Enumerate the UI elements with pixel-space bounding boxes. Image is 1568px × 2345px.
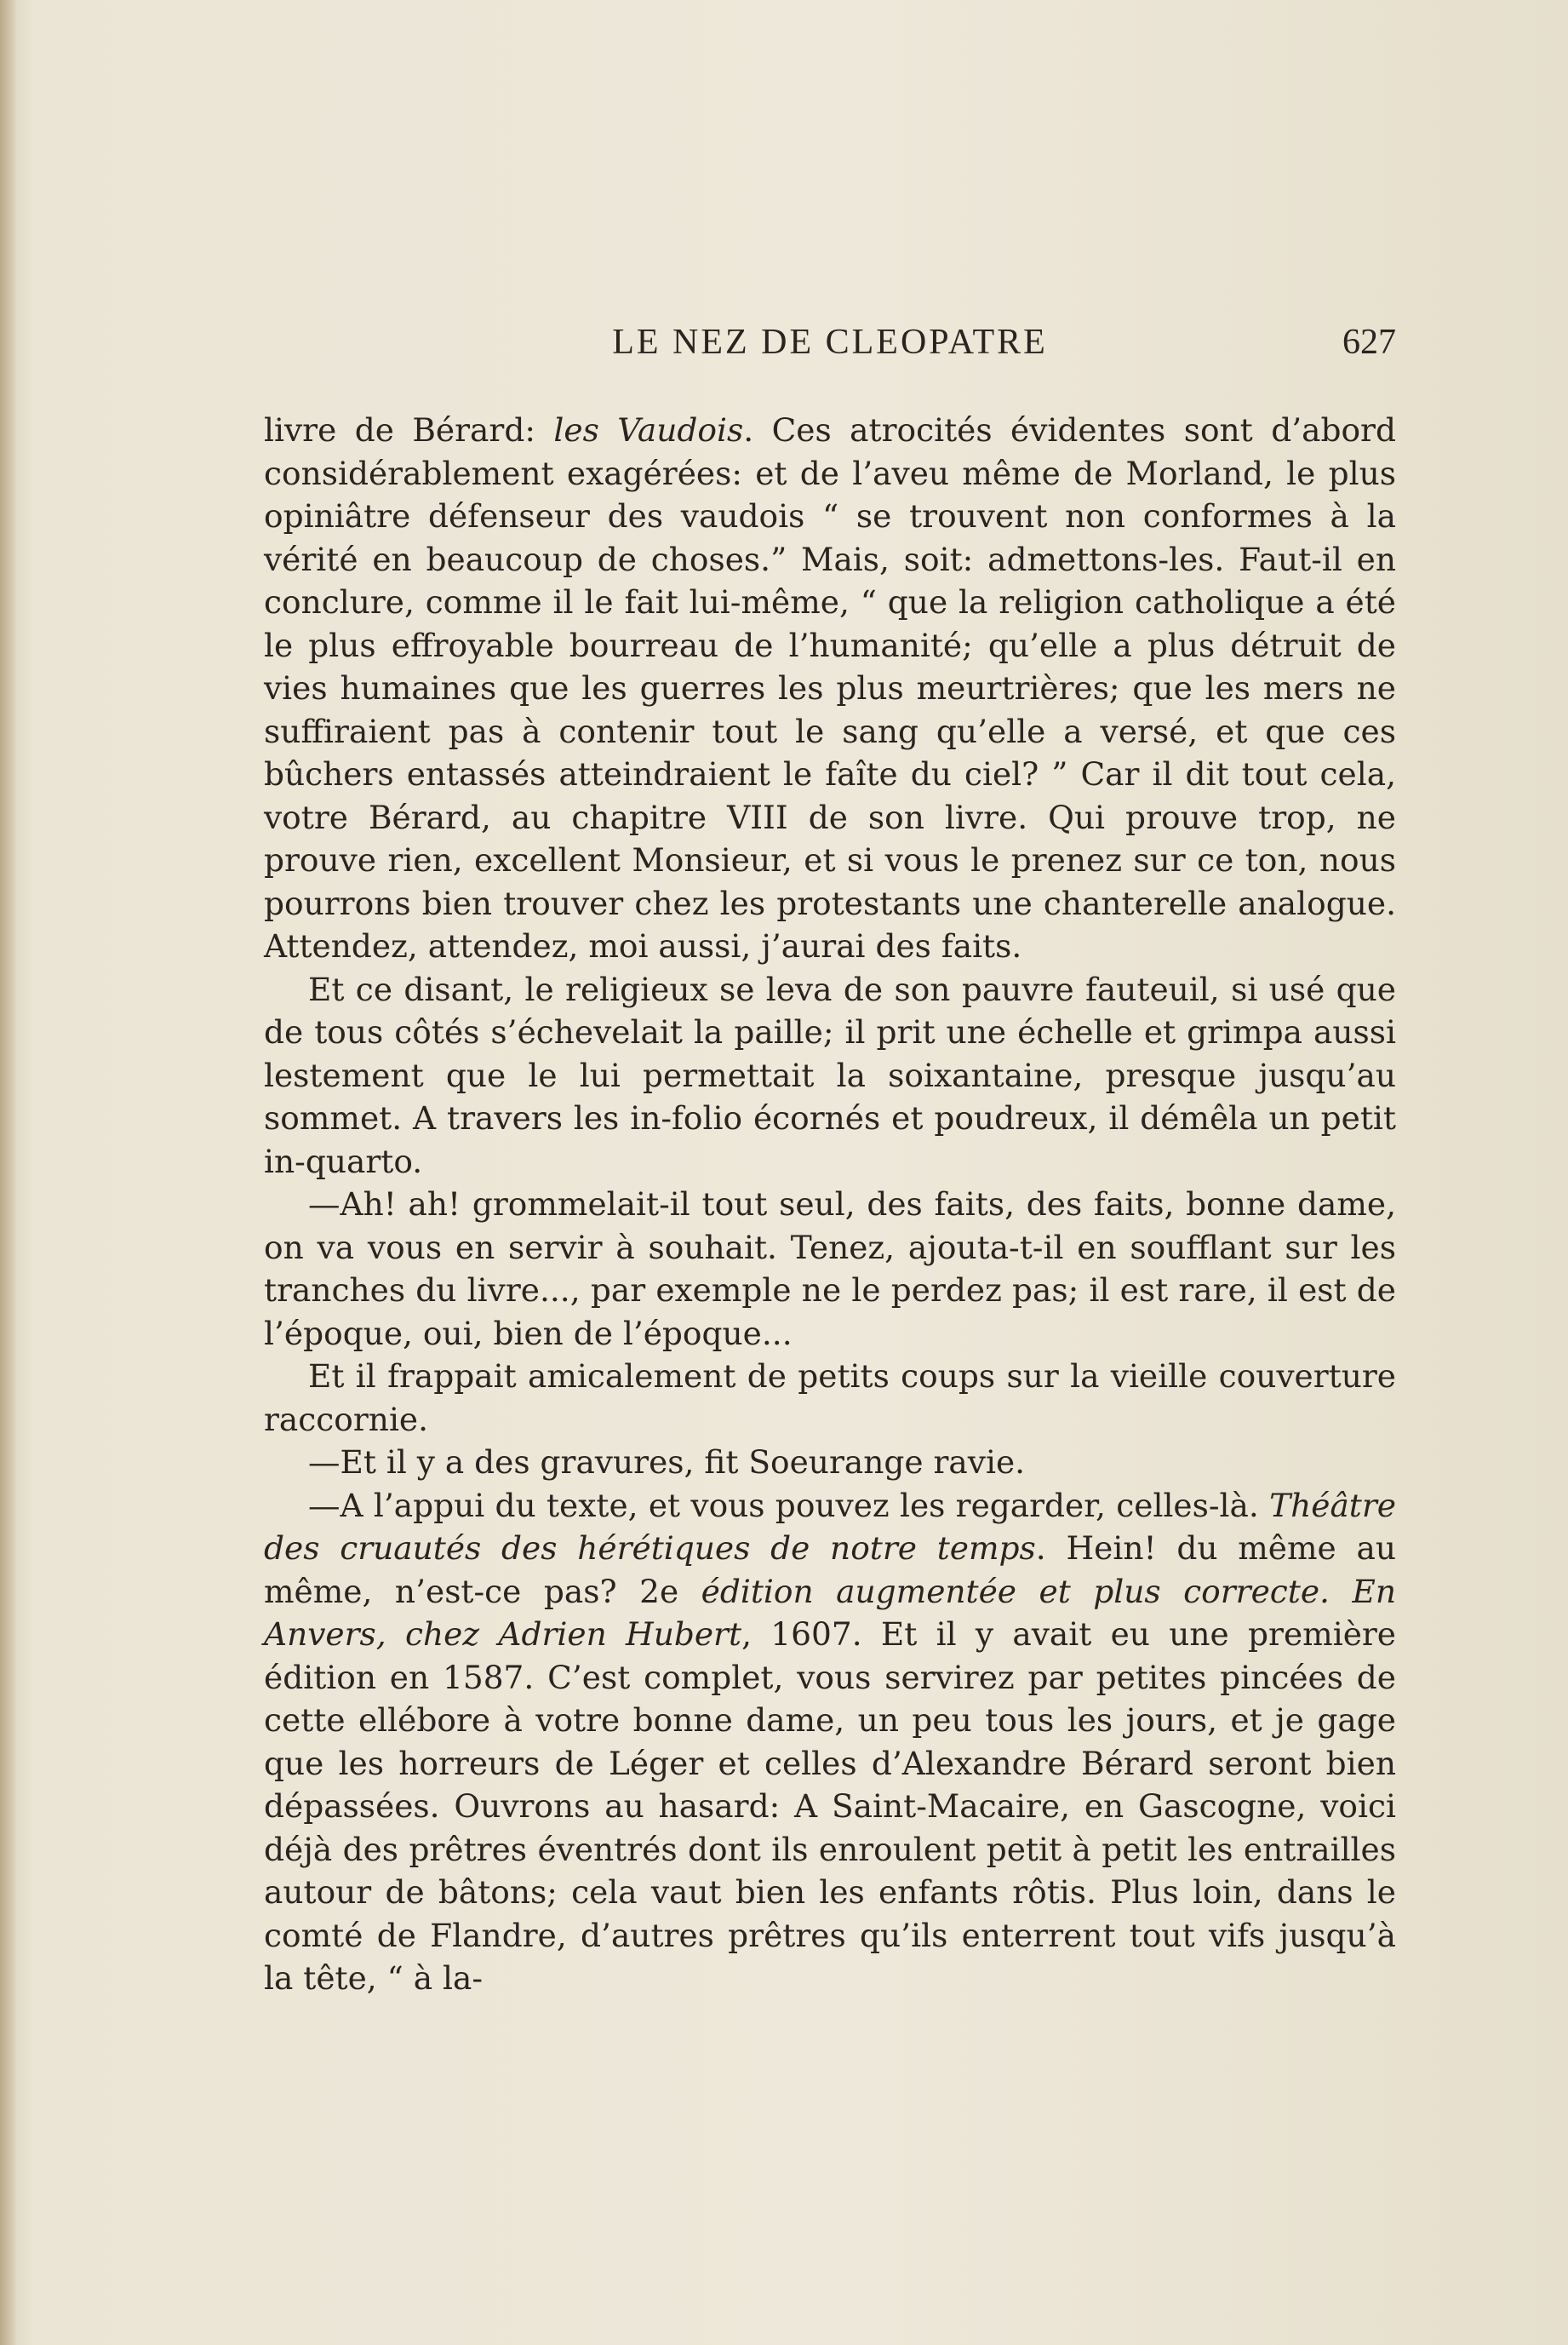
page-number: 627	[1342, 323, 1396, 362]
text-run: —Et il y a des gravures, fit Soeurange ravie.	[308, 1443, 1026, 1481]
paragraph	[264, 968, 1396, 1184]
paragraph	[264, 409, 1396, 968]
paragraph	[264, 1484, 1396, 2000]
paragraph	[264, 1355, 1396, 1441]
paragraph	[264, 1441, 1396, 1484]
paragraph	[264, 1183, 1396, 1355]
text-run: , 1607. Et il y avait eu une première édition en 1587. C’est complet, vous servirez par petites pincées de cette ellébore à votre bonne dame, un peu tous les jours, et je gage que les horreurs de Léger et celles d’Alexandre Bérard seront bien dépassées. Ouvrons au hasard: A Saint-Macaire, en Gascogne, voici déjà des prêtres éventrés dont ils enroulent petit à petit les entrailles autour de bâtons; cela vaut bien les enfants rôtis. Plus loin, dans le comté de Flandre, d’autres prêtres qu’ils enterrent tout vifs jusqu’à la tête, “ à la-	[264, 1615, 1397, 1997]
page-gutter	[0, 0, 15, 2345]
italic-title: les Vaudois	[553, 411, 744, 449]
running-title: LE NEZ DE CLEOPATRE	[612, 323, 1048, 362]
text-run: Et il frappait amicalement de petits coups sur la vieille couverture raccornie.	[264, 1357, 1396, 1438]
body-text	[264, 409, 1396, 2000]
text-run: —Ah! ah! grommelait-il tout seul, des faits, des faits, bonne dame, on va vous en servir à souhait. Tenez, ajouta-t-il en soufflant sur les tranches du livre..., par exemple ne le perdez pas; il est rare, il est de l’époque, oui, bien de l’époque...	[264, 1185, 1396, 1352]
text-run: . Hein! du même au même, n’est-ce pas? 2e	[264, 1529, 1396, 1610]
italic-title: Théâtre des cruautés des hérétiques de notre temps	[264, 1486, 1396, 1567]
text-run: Et ce disant, le religieux se leva de son pauvre fauteuil, si usé que de tous côtés s’échevelait la paille; il prit une échelle et grimpa aussi lestement que le lui permettait la soixantaine, presque jusqu’au sommet. A travers les in-folio écornés et poudreux, il démêla un petit in-quarto.	[264, 970, 1396, 1180]
text-run: . Ces atrocités évidentes sont d’abord considérablement exagérées: et de l’aveu même de Morland, le plus opiniâtre défenseur des vaudois “ se trouvent non conformes à la vérité en beaucoup de choses.” Mais, soit: admettons-les. Faut-il en conclure, comme il le fait lui-même, “ que la religion catholique a été le plus effroyable bourreau de l’humanité; qu’elle a plus détruit de vies humaines que les guerres les plus meurtrières; que les mers ne suffiraient pas à contenir tout le sang qu’elle a versé, et que ces bûchers entassés atteindraient le faîte du ciel? ” Car il dit tout cela, votre Bérard, au chapitre VIII de son livre. Qui prouve trop, ne prouve rien, excellent Monsieur, et si vous le prenez sur ce ton, nous pourrons bien trouver chez les protestants une chanterelle analogue. Attendez, attendez, moi aussi, j’aurai des faits.	[264, 411, 1396, 965]
running-head	[264, 322, 1396, 373]
italic-imprint: édition augmentée et plus correcte. En Anvers, chez Adrien Hubert	[264, 1572, 1396, 1653]
text-run: livre de Bérard:	[264, 411, 554, 449]
text-run: —A l’appui du texte, et vous pouvez les regarder, celles-là.	[308, 1486, 1270, 1524]
